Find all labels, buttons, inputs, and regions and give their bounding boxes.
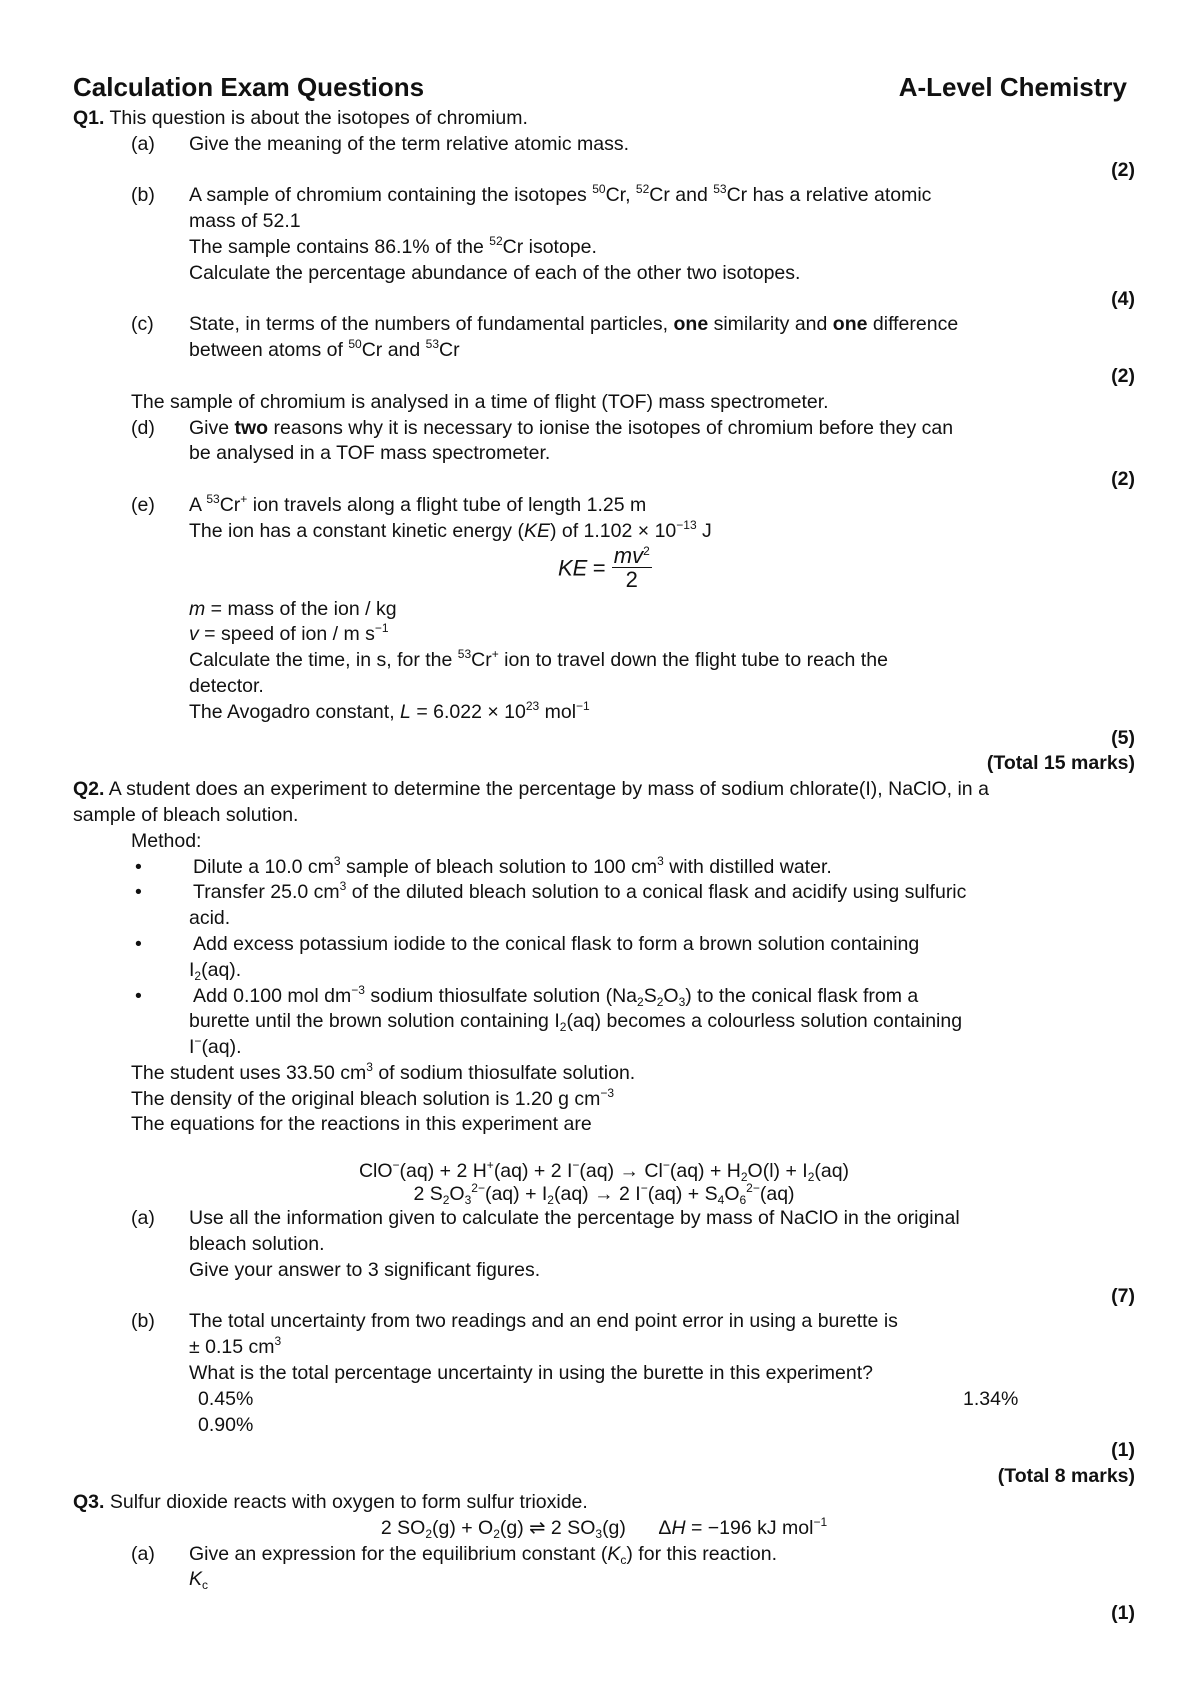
- q1d-marks: (2): [1111, 468, 1135, 491]
- q2-bullet-2-line2: acid.: [189, 907, 231, 930]
- option-b[interactable]: 1.34%: [963, 1387, 1019, 1410]
- q1c: (c) State, in terms of the numbers of fundamental particles, one similarity and one difference: [131, 313, 959, 336]
- q3a: (a) Give an expression for the equilibrium constant $(K_c)$ for this reaction.: [131, 1542, 778, 1567]
- q2-bullet-3: • Add excess potassium iodide to the conical flask to form a brown solution containing: [135, 932, 920, 955]
- q2-equation-2: 2 $S_2O_3^{2-}(aq) + I_2(aq) \to 2$ $I^-(aq) + S_4O_6^{2-}(aq)$: [413, 1181, 795, 1208]
- q1a-marks: (2): [1111, 158, 1135, 181]
- exam-page: [73, 72, 1135, 1627]
- q2-bullet-1: • Dilute a 10.0 $cm^3$ sample of bleach solution to 100 $cm^3$ with distilled water.: [135, 853, 832, 878]
- q2-equations-text: The equations for the reactions in this experiment are: [131, 1113, 592, 1136]
- q1e-marks: (5): [1111, 726, 1135, 749]
- q2b-line2: ± 0.15 $cm^3$: [189, 1334, 282, 1359]
- q1e-line2: The ion has a constant kinetic energy (KE) of $1.102 \times 10^{-13}$ J: [189, 517, 712, 542]
- page-title: Calculation Exam Questions: [73, 72, 425, 102]
- q1e-calc: Calculate the time, in s, for the $^{53}$Cr+ ion to travel down the flight tube to reach the: [189, 647, 888, 672]
- q2-bullet-2: • Transfer 25.0 $cm^3$ of the diluted bleach solution to a conical flask and acidify using sulfuric: [135, 879, 967, 904]
- q2b-line3: What is the total percentage uncertainty in using the burette in this experiment?: [189, 1362, 873, 1385]
- q2a: (a) Use all the information given to calculate the percentage by mass of NaClO in the original: [131, 1207, 960, 1230]
- q2b-options-row-1: [73, 1387, 1135, 1413]
- q2-bullet-4-line3: I−(aq).: [189, 1034, 242, 1059]
- q2-bullet-3-line2: $I_2(aq)$.: [189, 958, 242, 983]
- q1-sample-text: The sample of chromium is analysed in a time of flight (TOF) mass spectrometer.: [131, 390, 829, 413]
- ke-formula: KE = $\frac{mv^2}{2}$: [558, 542, 650, 592]
- q1b-marks: (4): [1111, 287, 1135, 310]
- option-a[interactable]: 0.45%: [198, 1387, 254, 1410]
- q2a-line2: bleach solution.: [189, 1233, 325, 1256]
- q2a-marks: (7): [1111, 1284, 1135, 1307]
- q3a-kc: $K_c$: [189, 1568, 209, 1593]
- q2a-line3: Give your answer to 3 significant figures.: [189, 1258, 541, 1281]
- q1b-line2: mass of 52.1: [189, 210, 301, 233]
- q2-intro2: sample of bleach solution.: [73, 803, 299, 826]
- q2-equation-1: ClO−(aq) + 2 H+(aq) + 2 $I^-(aq) \to Cl^-(aq) + H_2O(l) + I_2(aq)$: [358, 1158, 850, 1185]
- q3-intro: Q3. Sulfur dioxide reacts with oxygen to form sulfur trioxide.: [73, 1491, 588, 1514]
- q1e-m-def: m = mass of the ion / kg: [189, 597, 397, 620]
- subject-title: A-Level Chemistry: [898, 72, 1127, 102]
- q3a-marks: (1): [1111, 1602, 1135, 1625]
- q1-total: (Total 15 marks): [986, 752, 1135, 775]
- q2-bullet-4-line2: burette until the brown solution containing $I_2(aq)$ becomes a colourless solution containing: [189, 1010, 963, 1035]
- q2b-marks: (1): [1111, 1439, 1135, 1462]
- q2-bullet-4: • Add 0.100 mol $dm^{-3}$ sodium thiosulfate solution $(Na_2S_2O_3)$ to the conical flask from a: [135, 982, 919, 1009]
- q2b: (b) The total uncertainty from two readings and an end point error in using a burette is: [131, 1310, 898, 1333]
- q2-total: (Total 8 marks): [997, 1465, 1135, 1488]
- q1a: (a) Give the meaning of the term relative atomic mass.: [131, 132, 630, 155]
- page-header: [73, 72, 1135, 106]
- q2b-options-row-2: [73, 1413, 1135, 1439]
- q1b-line4: Calculate the percentage abundance of each of the other two isotopes.: [189, 261, 801, 284]
- q2-density: The density of the original bleach solution is 1.20 g $cm^{-3}$: [131, 1085, 615, 1110]
- q1d-line2: be analysed in a TOF mass spectrometer.: [189, 442, 551, 465]
- q1e-detector: detector.: [189, 674, 264, 697]
- q1-intro: Q1. This question is about the isotopes of chromium.: [73, 107, 528, 129]
- q1e-avogadro: The Avogadro constant, $L = 6.022 \times 10^{23}$ mol$^{-1}$: [189, 698, 590, 723]
- q1d: (d) Give two reasons why it is necessary to ionise the isotopes of chromium before they can: [131, 416, 954, 439]
- q2-intro: Q2. A student does an experiment to determine the percentage by mass of sodium chlorate(I), NaClO, in a: [73, 778, 989, 801]
- q1c-line2: between atoms of $^{50}$Cr and $^{53}$Cr: [189, 337, 460, 362]
- q1e-v-def: v = speed of ion / m $s^{-1}$: [189, 621, 389, 646]
- q3-equation: 2 $SO_2(g) + O_2(g)$ ⇌ 2 $SO_3(g)$ ΔH = −196 kJ mol$^{-1}$: [380, 1514, 828, 1541]
- q1e: (e) A $^{53}$Cr+ ion travels along a flight tube of length 1.25 m: [131, 491, 647, 516]
- q1b: (b) A sample of chromium containing the isotopes $^{50}$Cr, $^{52}$Cr and $^{53}$Cr has a relative atomic: [131, 182, 932, 207]
- option-c[interactable]: 0.90%: [198, 1413, 254, 1436]
- q2-method: Method:: [131, 829, 202, 852]
- q2-volume: The student uses 33.50 $cm^3$ of sodium thiosulfate solution.: [131, 1059, 636, 1084]
- q1b-line3: The sample contains 86.1% of the $^{52}$Cr isotope.: [189, 233, 597, 258]
- q1c-marks: (2): [1111, 364, 1135, 387]
